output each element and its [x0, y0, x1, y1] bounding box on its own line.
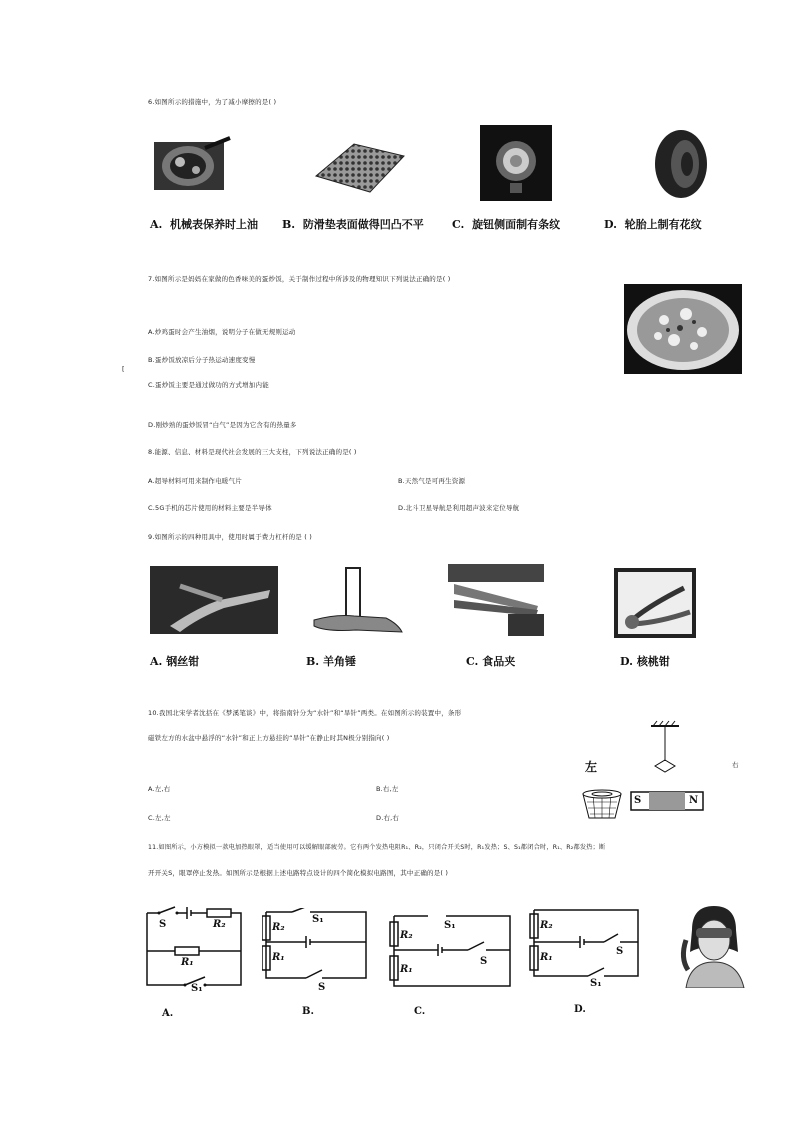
- q10-figure: [575, 718, 745, 823]
- q11-circuit-d: [528, 906, 644, 989]
- q11-c-s-label: S: [480, 956, 488, 967]
- q11-image-eye-mask: [676, 900, 754, 988]
- q10-option-b: B.右,左: [376, 785, 399, 793]
- q8-option-c: C.5G手机的芯片使用的材料主要是半导体: [148, 504, 272, 512]
- q11-c-r2-label: R₂: [400, 930, 413, 941]
- q7-option-b: B.蛋炒饭放凉后分子热运动速度变慢: [148, 356, 256, 364]
- q11-a-r1-label: R₁: [181, 957, 194, 968]
- q9-option-b-text: 羊角锤: [322, 655, 356, 668]
- q10-option-c: C.左,左: [148, 814, 171, 822]
- q10-stem-line2: 磁铁左方的水盆中悬浮的“水针”和正上方悬挂的“旱针”在静止时其N极分别指向( ): [148, 734, 390, 742]
- q9-option-c-text: 食品夹: [482, 655, 516, 668]
- q10-stem-line1: 10.我国北宋学者沈括在《梦溪笔谈》中，将指南针分为“水针”和“旱针”两类。在如图所示的装置中，条形: [148, 709, 462, 717]
- q6-option-a: [150, 216, 258, 232]
- q6-image-c: [480, 125, 552, 201]
- q11-b-s-label: S: [318, 982, 326, 993]
- q9-option-d-letter: D.: [620, 655, 633, 668]
- q6-image-b: [314, 136, 406, 194]
- q9-option-c-letter: C.: [466, 655, 479, 668]
- q8-option-b: B.天然气是可再生资源: [398, 477, 466, 485]
- q11-d-r2-label: R₂: [540, 920, 553, 931]
- q9-image-nutcracker: [614, 568, 696, 638]
- q7-image-fried-rice: [624, 284, 742, 374]
- q7-stem: 7.如图所示是妈妈在家做的色香味美的蛋炒饭，关于制作过程中所涉及的物理知识下列说法正确的是( ): [148, 275, 451, 283]
- q6-option-b-letter: B.: [282, 218, 296, 231]
- q9-option-a: [150, 653, 199, 669]
- q8-stem: 8.能源、信息、材料是现代社会发展的三大支柱，下列说法正确的是( ): [148, 448, 357, 456]
- q11-d-s-label: S: [616, 946, 624, 957]
- q9-option-b-letter: B.: [306, 655, 320, 668]
- q10-magnet-n-pole: N: [689, 795, 699, 806]
- q11-circuit-a: [145, 905, 245, 995]
- q11-d-s1-label: S₁: [590, 978, 602, 989]
- q9-option-a-letter: A.: [150, 655, 163, 668]
- q10-label-left: 左: [585, 760, 598, 774]
- q6-stem: 6.如图所示的措施中，为了减小摩擦的是( ): [148, 98, 277, 106]
- margin-mark: [: [122, 365, 125, 373]
- q6-option-b-text: 防滑垫表面做得凹凸不平: [302, 218, 424, 231]
- q7-option-c: C.蛋炒饭主要是通过做功的方式增加内能: [148, 381, 269, 389]
- q6-option-b: [282, 216, 424, 232]
- q9-option-a-text: 钢丝钳: [166, 655, 200, 668]
- q6-option-d: [604, 216, 702, 232]
- q11-circuit-c: [388, 912, 516, 992]
- q6-image-d: [652, 128, 710, 200]
- q6-option-d-text: 轮胎上制有花纹: [624, 218, 702, 231]
- q6-option-a-letter: A.: [150, 218, 163, 231]
- q11-a-r2-label: R₂: [213, 919, 226, 930]
- q11-option-d: D.: [574, 1004, 586, 1015]
- q8-option-a: A.超导材料可用来制作电暖气片: [148, 477, 242, 485]
- q9-option-b: [306, 653, 356, 669]
- q6-image-a: [150, 136, 232, 194]
- q11-d-r1-label: R₁: [540, 952, 553, 963]
- q10-label-right: 右: [732, 761, 739, 769]
- q6-option-c: [452, 216, 560, 232]
- q6-option-a-text: 机械表保养时上油: [170, 218, 259, 231]
- q11-c-r1-label: R₁: [400, 964, 413, 975]
- q9-image-food-tongs: [448, 564, 544, 636]
- q11-b-s1-label: S₁: [312, 914, 324, 925]
- q11-option-c: C.: [414, 1006, 426, 1017]
- q10-option-a: A.左,右: [148, 785, 171, 793]
- q9-option-d: [620, 653, 670, 669]
- q9-option-d-text: 核桃钳: [636, 655, 670, 668]
- q7-option-a: A.炒鸡蛋时会产生油烟，说明分子在做无规则运动: [148, 328, 296, 336]
- q10-magnet-s-pole: S: [634, 795, 642, 806]
- q8-option-d: D.北斗卫星导航是利用超声波来定位导航: [398, 504, 520, 512]
- q11-b-r2-label: R₂: [272, 922, 285, 933]
- q9-image-pliers: [150, 566, 278, 634]
- q11-b-r1-label: R₁: [272, 952, 285, 963]
- q11-stem-line2: 开开关S，眼罩停止发热。如图所示是根据上述电路特点设计的四个简化模拟电路图，其中正确的是( ): [148, 869, 449, 877]
- q11-circuit-b: [262, 908, 372, 993]
- q9-option-c: [466, 653, 515, 669]
- q11-stem-line1: 11.如图所示，小方模拟一款电加热眼罩，适当使用可以缓解眼部疲劳。它有两个发热电阻R₁、R₂，只闭合开关S时，R₁发热；S、S₁都闭合时，R₁、R₂都发热；断: [148, 844, 606, 851]
- q11-c-s1-label: S₁: [444, 920, 456, 931]
- q9-image-claw-hammer: [306, 566, 406, 638]
- q11-option-b: B.: [302, 1006, 314, 1017]
- q11-a-s1-label: S₁: [191, 983, 203, 994]
- q11-a-s-label: S: [159, 919, 167, 930]
- q10-option-d: D.右,右: [376, 814, 400, 822]
- q7-option-d: D.刚炒熟的蛋炒饭冒“白气”是因为它含有的热量多: [148, 421, 297, 429]
- q11-option-a: A.: [162, 1008, 174, 1019]
- q6-option-c-text: 旋钮侧面制有条纹: [472, 218, 561, 231]
- q9-stem: 9.如图所示的四种用具中，使用时属于费力杠杆的是 ( ): [148, 533, 313, 541]
- q6-option-c-letter: C.: [452, 218, 465, 231]
- q6-option-d-letter: D.: [604, 218, 617, 231]
